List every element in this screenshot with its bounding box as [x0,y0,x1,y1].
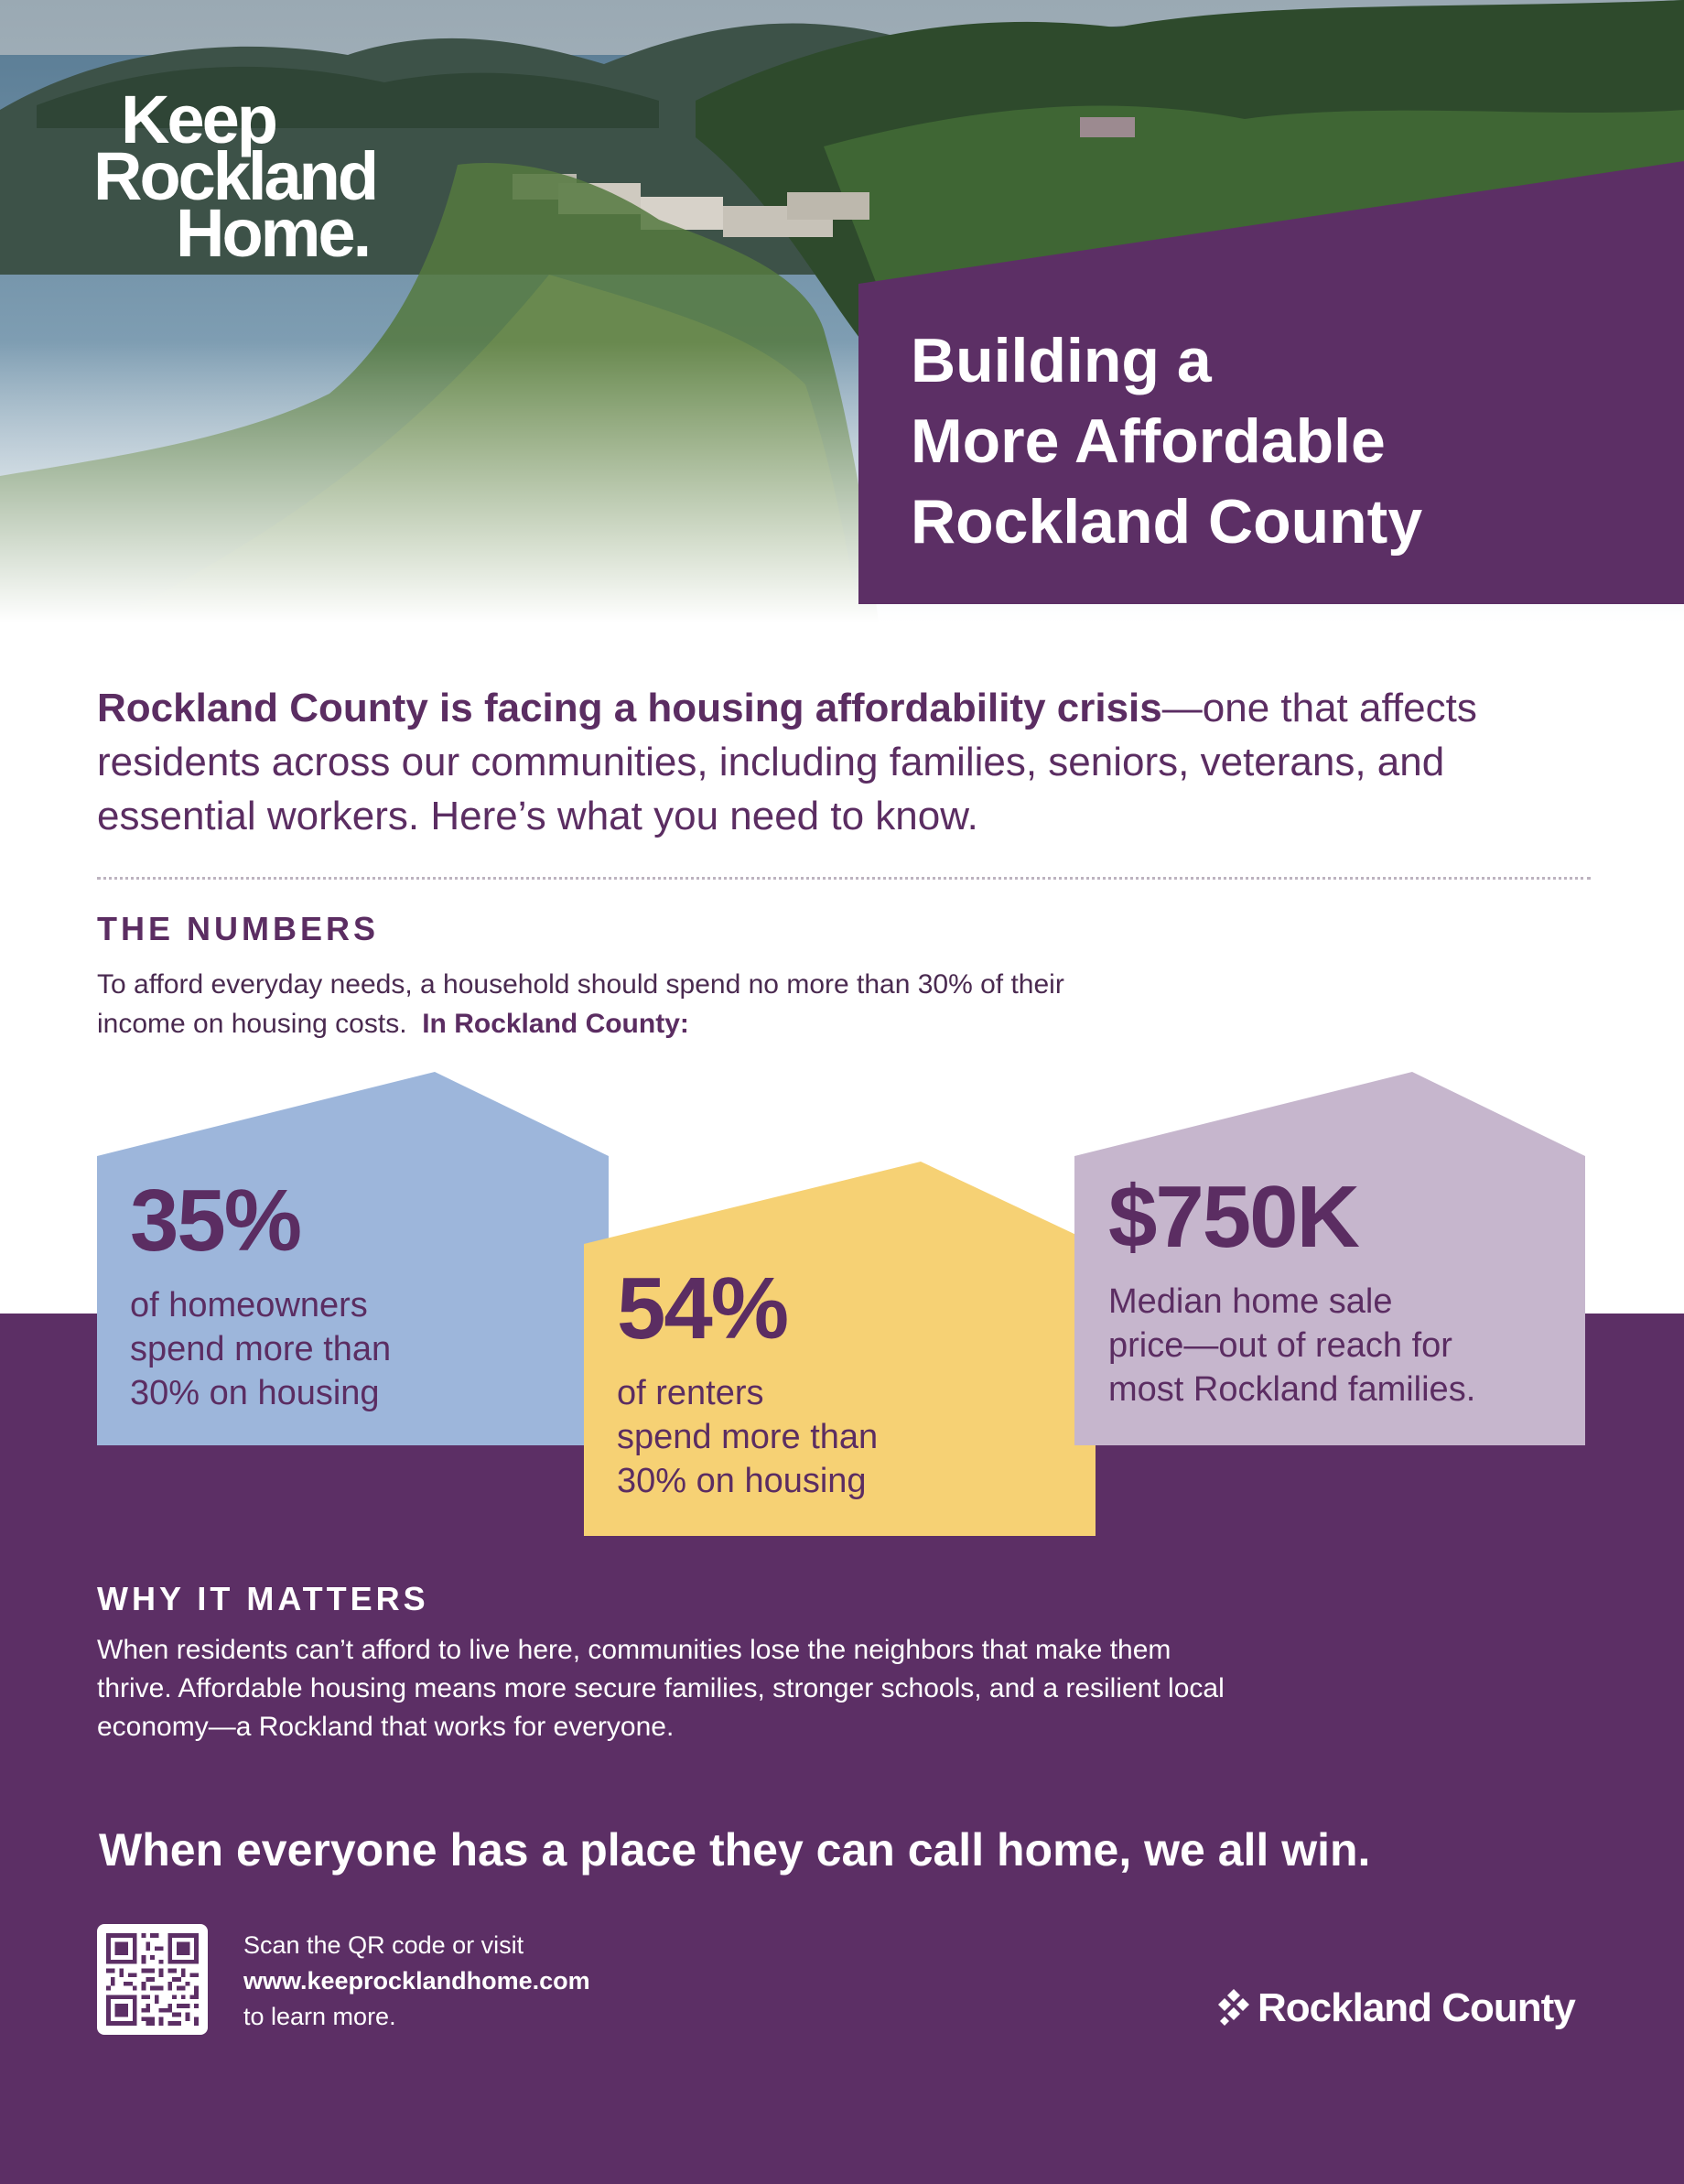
diamond-cluster-icon [1215,1984,1252,2033]
intro-lead-bold: Rockland County is facing a housing affordability crisis [97,686,1162,730]
stat-homeowners [130,1172,524,1415]
tagline: When everyone has a place they can call home, we all win. [99,1824,1371,1876]
cta-line-3: to learn more. [243,2003,396,2030]
numbers-text-bold: In Rockland County: [422,1009,689,1039]
stat-median-price [1108,1168,1584,1411]
logo-line-rockland: Rockland [93,138,377,214]
stat-desc-line: of renters [617,1374,764,1412]
qr-code-icon [106,1933,199,2026]
stat-description [130,1283,524,1415]
rockland-county-logo [1215,1981,1600,2036]
title-line-2: More Affordable [911,406,1386,476]
stat-desc-line: of homeowners [130,1286,368,1324]
stat-desc-line: spend more than [130,1330,392,1368]
stat-value: 35% [130,1172,301,1270]
website-link[interactable] [243,1963,719,1999]
numbers-text: To afford everyday needs, a household should spend no more than 30% of their income on housing costs. [97,969,1064,1039]
stat-desc-line: price—out of reach for [1108,1326,1452,1365]
stat-value: $750K [1108,1168,1358,1266]
stat-value: 54% [617,1260,788,1357]
why-heading: WHY IT MATTERS [97,1580,429,1617]
stat-desc-line: 30% on housing [130,1374,380,1412]
intro-lead-rest: —one that affects residents across our communities, including families, seniors, veterans, and essential workers. Here’s what you need to know. [97,686,1477,838]
website-url[interactable]: www.keeprocklandhome.com [243,1967,590,1995]
stat-desc-line: most Rockland families. [1108,1370,1476,1409]
stat-description [1108,1280,1584,1411]
title-line-1: Building a [911,326,1212,395]
stat-renters [617,1260,1010,1503]
numbers-heading: THE NUMBERS [97,910,380,947]
cta-text [243,1928,719,2035]
why-paragraph: When residents can’t afford to live here, communities lose the neighbors that make them thrive. Affordable housing means more secure families, stronger schools, and a resilient local economy—a Rockland that works for everyone. [97,1635,1225,1742]
county-logo-text: Rockland County [1258,1985,1575,2030]
logo-line-home: Home. [176,195,370,271]
stat-desc-line: 30% on housing [617,1462,867,1500]
qr-code[interactable] [97,1924,208,2035]
stat-desc-line: Median home sale [1108,1282,1393,1321]
title-line-3: Rockland County [911,487,1423,557]
stat-desc-line: spend more than [617,1418,879,1456]
logo-line-keep: Keep [121,81,275,157]
stat-description [617,1371,1010,1503]
cta-line-1: Scan the QR code or visit [243,1931,524,1959]
